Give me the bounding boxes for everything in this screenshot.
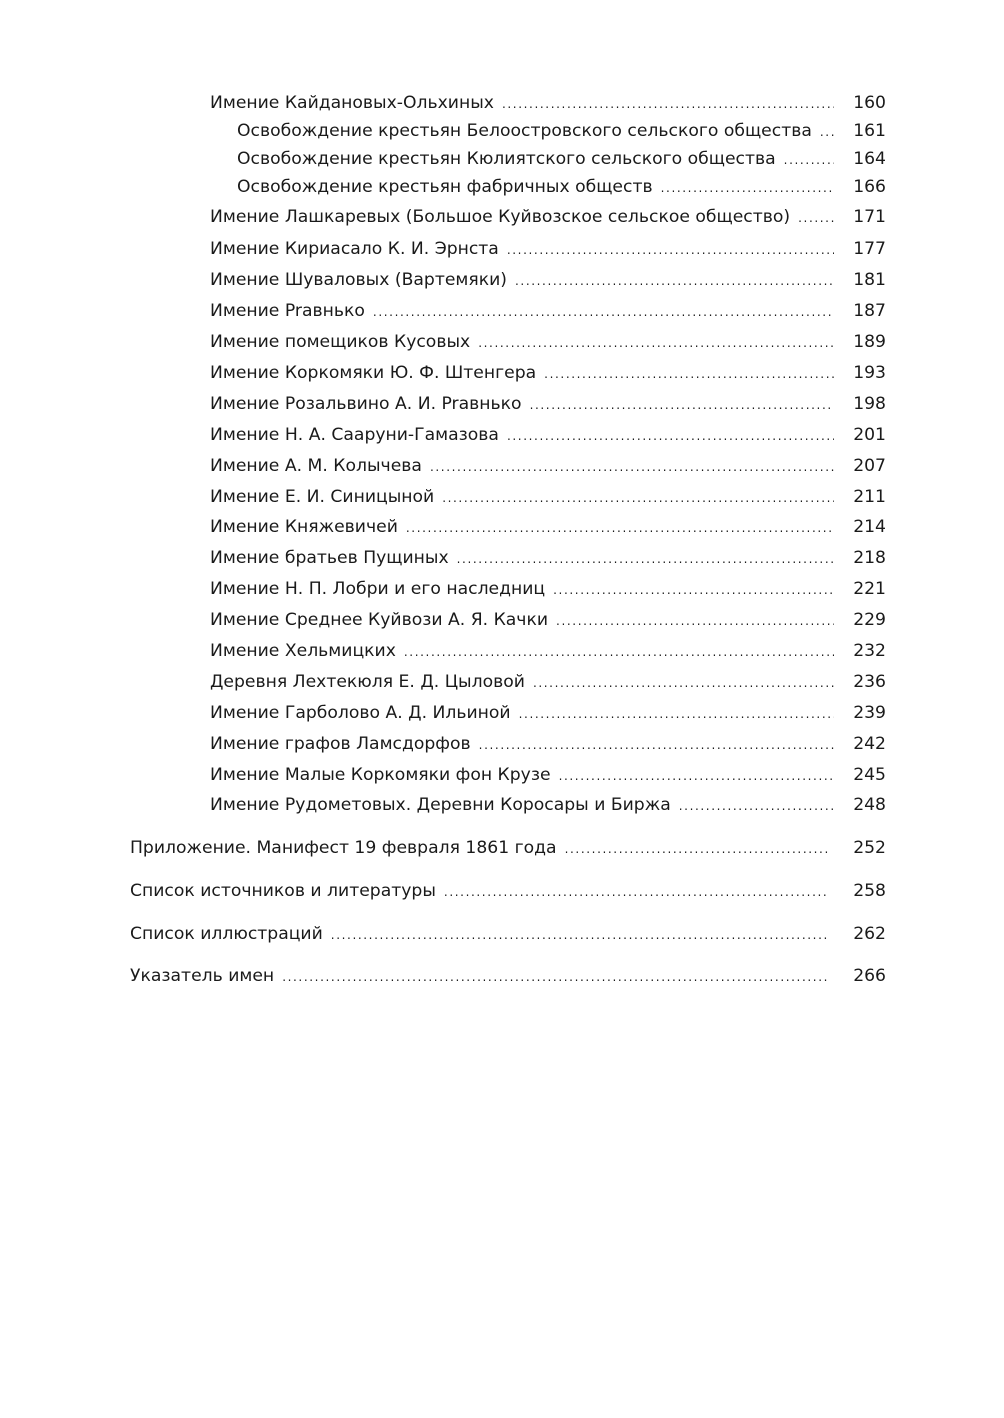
toc-entry-title: Деревня Лехтекюля Е. Д. Цыловой [210,670,533,694]
dot-leader [457,547,834,571]
toc-entry-page: 239 [853,703,886,723]
toc-entry-page: 187 [853,301,886,321]
toc-entry-title: Освобождение крестьян Белоостровского сельского общества [237,119,820,143]
toc-entry-title: Имение А. М. Колычева [210,454,430,478]
toc-entry-page: 221 [853,579,886,599]
toc-entry[interactable] [130,836,886,860]
dot-leader [404,640,834,664]
dot-leader [331,923,828,947]
toc-entry-title: Указатель имен [130,964,282,988]
dot-leader [556,609,834,633]
toc-entry[interactable] [210,701,886,725]
toc-entry-page: 245 [853,765,886,785]
toc-entry[interactable] [210,485,886,509]
toc-entry-title: Имение Среднее Куйвози А. Я. Качки [210,608,556,632]
toc-entry-page: 198 [853,394,886,414]
toc-entry[interactable] [130,922,886,946]
toc-entry-title: Имение Княжевичей [210,515,406,539]
toc-entry-title: Имение Шуваловых (Вартемяки) [210,268,515,292]
toc-entry-title: Имение Коркомяки Ю. Ф. Штенгера [210,361,544,385]
toc-entry-page: 229 [853,610,886,630]
dot-leader [820,120,834,144]
toc-entry-title: Имение Хельмицких [210,639,404,663]
dot-leader [507,238,834,262]
toc-entry[interactable] [130,879,886,903]
toc-entry-page: 232 [853,641,886,661]
toc-entry[interactable] [210,361,886,385]
toc-entry-page: 242 [853,734,886,754]
toc-entry-page: 207 [853,456,886,476]
dot-leader [479,733,834,757]
toc-entry-page: 177 [853,239,886,259]
toc-entry-title: Имение Praвнько [210,299,373,323]
toc-entry-page: 171 [853,207,886,227]
dot-leader [798,206,834,230]
toc-entry-title: Имение Н. П. Лобри и его наследниц [210,577,553,601]
toc-entry-title: Имение Розальвино А. И. Praвнько [210,392,530,416]
toc-entry[interactable] [210,392,886,416]
toc-entry[interactable] [210,639,886,663]
dot-leader [519,702,834,726]
toc-entry-page: 262 [853,924,886,944]
toc-entry-title: Освобождение крестьян фабричных обществ [237,175,661,199]
toc-entry[interactable] [210,91,886,115]
toc-entry[interactable] [210,577,886,601]
dot-leader [373,300,834,324]
toc-entry-title: Приложение. Манифест 19 февраля 1861 года [130,836,565,860]
toc-entry-title: Список иллюстраций [130,922,331,946]
toc-entry-page: 252 [853,838,886,858]
toc-entry-title: Имение Е. И. Синицыной [210,485,442,509]
dot-leader [406,516,834,540]
toc-entry-page: 166 [853,177,886,197]
toc-entry-title: Освобождение крестьян Кюлиятского сельского общества [237,147,784,171]
dot-leader [679,794,834,818]
toc-entry-page: 258 [853,881,886,901]
toc-entry-page: 236 [853,672,886,692]
toc-entry[interactable] [237,147,886,171]
toc-entry-title: Имение Гарболово А. Д. Ильиной [210,701,519,725]
toc-entry-title: Список источников и литературы [130,879,444,903]
toc-entry[interactable] [210,515,886,539]
dot-leader [533,671,834,695]
toc-entry[interactable] [210,732,886,756]
dot-leader [442,486,834,510]
toc-entry[interactable] [210,330,886,354]
toc-entry-page: 181 [853,270,886,290]
toc-entry[interactable] [210,423,886,447]
toc-entry-page: 266 [853,966,886,986]
toc-entry-page: 214 [853,517,886,537]
toc-entry[interactable] [237,175,886,199]
toc-entry-title: Имение графов Ламсдорфов [210,732,479,756]
toc-entry-page: 201 [853,425,886,445]
toc-entry[interactable] [210,763,886,787]
toc-entry-page: 193 [853,363,886,383]
dot-leader [565,837,828,861]
toc-entry[interactable] [210,237,886,261]
toc-entry[interactable] [210,299,886,323]
toc-entry[interactable] [210,670,886,694]
toc-entry[interactable] [210,608,886,632]
dot-leader [478,331,834,355]
toc-entry-page: 248 [853,795,886,815]
dot-leader [559,764,834,788]
dot-leader [430,455,834,479]
toc-entry[interactable] [130,964,886,988]
toc-entry-title: Имение помещиков Кусовых [210,330,478,354]
toc-entry-page: 160 [853,93,886,113]
dot-leader [515,269,834,293]
toc-entry-title: Имение Кайдановых-Ольхиных [210,91,502,115]
toc-entry[interactable] [210,546,886,570]
toc-entry-page: 164 [853,149,886,169]
toc-entry-title: Имение Лашкаревых (Большое Куйвозское сельское общество) [210,205,798,229]
toc-entry-title: Имение Кириасало К. И. Эрнста [210,237,507,261]
toc-entry-title: Имение Рудометовых. Деревни Коросары и Биржа [210,793,679,817]
dot-leader [507,424,834,448]
dot-leader [530,393,834,417]
toc-entry[interactable] [210,793,886,817]
dot-leader [282,965,828,989]
toc-entry[interactable] [210,454,886,478]
toc-entry[interactable] [237,119,886,143]
toc-entry-page: 161 [853,121,886,141]
toc-entry-page: 211 [853,487,886,507]
dot-leader [502,92,834,116]
dot-leader [784,148,834,172]
toc-entry[interactable] [210,205,886,229]
toc-entry-title: Имение Малые Коркомяки фон Крузе [210,763,559,787]
dot-leader [553,578,834,602]
toc-entry[interactable] [210,268,886,292]
dot-leader [444,880,828,904]
dot-leader [544,362,834,386]
toc-entry-title: Имение братьев Пущиных [210,546,457,570]
toc-entry-title: Имение Н. А. Саaруни-Гамазова [210,423,507,447]
toc-entry-page: 189 [853,332,886,352]
dot-leader [661,176,834,200]
toc-entry-page: 218 [853,548,886,568]
